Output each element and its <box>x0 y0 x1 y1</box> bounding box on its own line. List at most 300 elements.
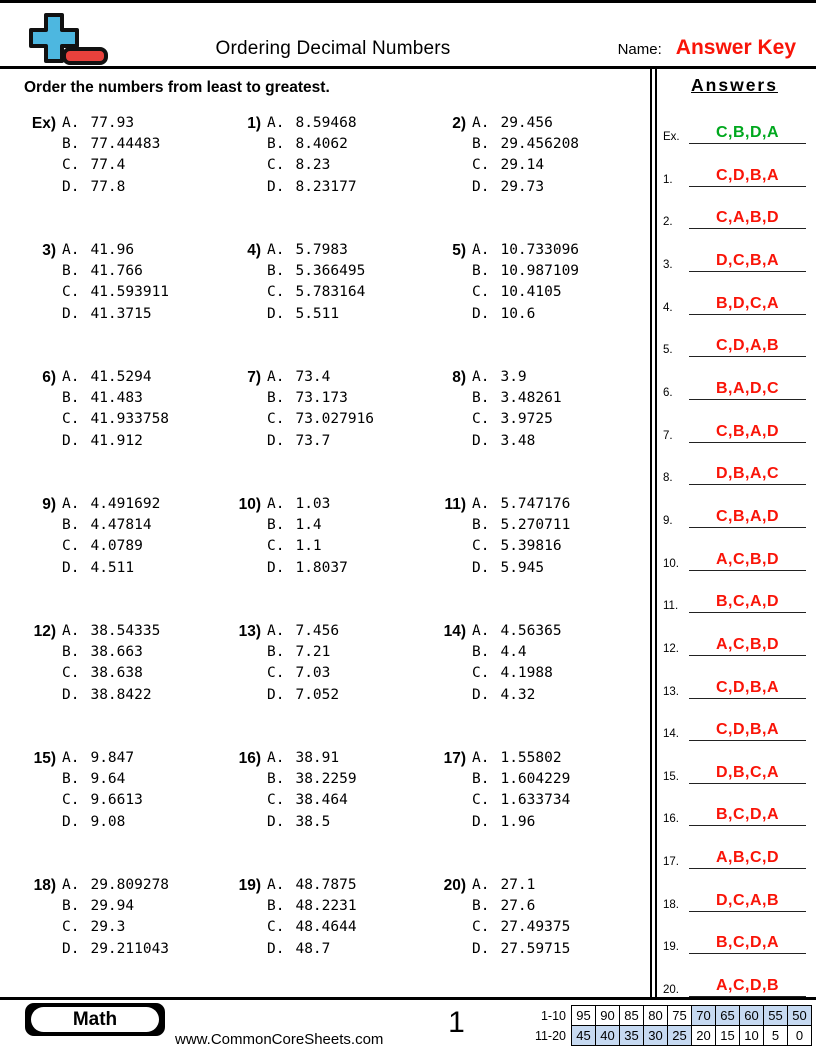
choice-value: 48.2231 <box>295 898 357 915</box>
answer-number: 17. <box>663 856 679 869</box>
score-table-row <box>530 1006 812 1026</box>
answer-number: 13. <box>663 685 679 698</box>
choice-line <box>62 939 169 960</box>
answer-value: D,B,C,A <box>689 764 806 784</box>
choice-letter: A. <box>472 496 490 512</box>
choice-value: 41.483 <box>90 390 143 407</box>
problem-choices <box>62 367 169 452</box>
choice-value: 5.945 <box>500 559 545 576</box>
problem-choices <box>62 621 160 706</box>
answer-row <box>663 315 806 358</box>
problem-choices <box>472 240 579 325</box>
choice-letter: A. <box>472 115 490 131</box>
score-cell: 15 <box>716 1026 740 1046</box>
choice-line <box>267 113 357 134</box>
answer-row <box>663 485 806 528</box>
choice-line <box>267 388 374 409</box>
choice-value: 38.638 <box>90 665 143 682</box>
score-cell: 50 <box>788 1006 812 1026</box>
choice-value: 1.03 <box>295 496 331 512</box>
choice-value: 41.933758 <box>90 411 170 428</box>
problem-number: Ex) <box>31 115 56 132</box>
score-cell: 55 <box>764 1006 788 1026</box>
score-cell: 20 <box>692 1026 716 1046</box>
choice-line <box>472 790 570 811</box>
choice-value: 29.809278 <box>90 877 170 893</box>
choice-letter: D. <box>267 432 285 449</box>
problem-number: 4) <box>247 242 261 259</box>
problem-item <box>227 107 432 234</box>
answer-row <box>663 357 806 400</box>
choice-letter: D. <box>472 686 490 703</box>
choice-line <box>472 685 562 706</box>
answer-value: A,C,B,D <box>689 636 806 656</box>
problem-choices <box>472 113 579 198</box>
choice-line <box>62 769 143 790</box>
choice-value: 10.6 <box>500 305 536 322</box>
answer-value: C,D,A,B <box>689 337 806 357</box>
choice-line <box>62 388 169 409</box>
choice-value: 1.96 <box>500 813 536 830</box>
choice-letter: D. <box>267 940 285 957</box>
choice-letter: B. <box>267 771 285 788</box>
choice-value: 1.55802 <box>500 750 562 766</box>
choice-value: 38.54335 <box>90 623 161 639</box>
content <box>0 69 816 997</box>
answer-row <box>663 528 806 571</box>
answer-row <box>663 912 806 955</box>
choice-line <box>267 875 357 896</box>
choice-value: 9.08 <box>90 813 126 830</box>
choice-letter: C. <box>267 157 285 174</box>
problem-item <box>22 742 227 869</box>
choice-letter: D. <box>62 559 80 576</box>
problem-item <box>432 488 638 615</box>
choice-letter: D. <box>472 940 490 957</box>
problem-item <box>22 615 227 742</box>
choice-line <box>267 261 365 282</box>
choice-letter: B. <box>267 390 285 407</box>
answer-number: 3. <box>663 259 673 272</box>
choice-line <box>267 494 348 515</box>
choice-line <box>267 304 365 325</box>
choice-letter: B. <box>472 898 490 915</box>
choice-value: 1.8037 <box>295 559 348 576</box>
choice-line <box>62 409 169 430</box>
score-row-label: 11-20 <box>534 1028 566 1043</box>
choice-line <box>472 536 570 557</box>
choice-value: 77.44483 <box>90 136 161 153</box>
choice-value: 29.94 <box>90 898 135 915</box>
problem-choices <box>62 113 160 198</box>
answer-row <box>663 144 806 187</box>
choice-letter: B. <box>472 263 490 280</box>
answer-number: Ex. <box>663 131 680 144</box>
choice-letter: C. <box>62 665 80 682</box>
choice-letter: A. <box>62 242 80 258</box>
choice-line <box>62 621 160 642</box>
choice-letter: C. <box>62 411 80 428</box>
answer-value: A,C,B,D <box>689 551 806 571</box>
choice-value: 38.5 <box>295 813 331 830</box>
choice-line <box>472 240 579 261</box>
choice-letter: D. <box>267 559 285 576</box>
problem-number: 7) <box>247 369 261 386</box>
choice-value: 29.73 <box>500 178 545 195</box>
choice-letter: B. <box>472 517 490 534</box>
problem-item <box>22 488 227 615</box>
choice-line <box>267 155 357 176</box>
problem-choices <box>472 494 570 579</box>
answer-value: C,D,B,A <box>689 721 806 741</box>
name-label: Name: <box>617 41 662 58</box>
choice-line <box>267 812 357 833</box>
choice-letter: D. <box>472 305 490 322</box>
choice-line <box>62 685 160 706</box>
choice-letter: A. <box>472 242 490 258</box>
choice-value: 73.173 <box>295 390 348 407</box>
problem-item <box>227 869 432 996</box>
choice-letter: C. <box>472 284 490 301</box>
choice-letter: B. <box>62 898 80 915</box>
answer-row <box>663 699 806 742</box>
choice-value: 3.9 <box>500 369 527 385</box>
problem-number: 19) <box>238 877 261 894</box>
choice-value: 9.6613 <box>90 792 143 809</box>
choice-line <box>62 261 169 282</box>
choice-value: 4.4 <box>500 644 527 661</box>
answer-number: 10. <box>663 557 679 570</box>
choice-line <box>472 304 579 325</box>
choice-line <box>62 642 160 663</box>
choice-letter: D. <box>472 432 490 449</box>
choice-value: 9.847 <box>90 750 135 766</box>
choice-value: 41.5294 <box>90 369 152 385</box>
choice-value: 3.9725 <box>500 411 553 428</box>
answer-number: 1. <box>663 173 673 186</box>
answer-value: D,B,A,C <box>689 465 806 485</box>
choice-letter: A. <box>62 877 80 893</box>
choice-value: 8.23177 <box>295 178 357 195</box>
score-cell: 30 <box>644 1026 668 1046</box>
choice-letter: C. <box>267 919 285 936</box>
problem-choices <box>472 367 562 452</box>
problem-item <box>227 234 432 361</box>
choice-letter: C. <box>267 538 285 555</box>
score-row-label: 1-10 <box>540 1008 566 1023</box>
choice-line <box>472 282 579 303</box>
choice-letter: D. <box>62 432 80 449</box>
website-url: www.CommonCoreSheets.com <box>175 1031 384 1048</box>
choice-letter: A. <box>62 496 80 512</box>
choice-value: 5.747176 <box>500 496 571 512</box>
score-cell: 0 <box>788 1026 812 1046</box>
choice-letter: B. <box>62 136 80 153</box>
choice-letter: B. <box>62 390 80 407</box>
choice-letter: A. <box>267 623 285 639</box>
choice-value: 3.48 <box>500 432 536 449</box>
choice-line <box>472 367 562 388</box>
answer-row <box>663 613 806 656</box>
score-cell: 25 <box>668 1026 692 1046</box>
choice-letter: A. <box>62 115 80 131</box>
choice-letter: B. <box>62 771 80 788</box>
choice-line <box>267 558 348 579</box>
choice-line <box>472 515 570 536</box>
vertical-divider <box>650 69 657 997</box>
choice-letter: C. <box>267 411 285 428</box>
choice-letter: A. <box>472 750 490 766</box>
choice-value: 5.270711 <box>500 517 571 534</box>
choice-value: 29.456 <box>500 115 553 131</box>
choice-line <box>267 642 339 663</box>
problem-choices <box>267 875 357 960</box>
answer-number: 19. <box>663 941 679 954</box>
problem-number: 5) <box>452 242 466 259</box>
answer-row <box>663 229 806 272</box>
problem-choices <box>267 240 365 325</box>
choice-letter: D. <box>62 940 80 957</box>
choice-value: 38.464 <box>295 792 348 809</box>
score-cell: 5 <box>764 1026 788 1046</box>
choice-letter: B. <box>472 771 490 788</box>
choice-line <box>267 536 348 557</box>
choice-line <box>62 875 169 896</box>
choice-letter: C. <box>267 665 285 682</box>
choice-letter: A. <box>267 115 285 131</box>
answers-panel <box>657 69 816 997</box>
choice-value: 10.4105 <box>500 284 562 301</box>
choice-line <box>62 155 160 176</box>
choice-line <box>267 663 339 684</box>
choice-letter: B. <box>62 644 80 661</box>
choice-letter: B. <box>62 263 80 280</box>
problem-item <box>432 742 638 869</box>
choice-value: 77.93 <box>90 115 135 131</box>
choice-value: 29.456208 <box>500 136 580 153</box>
choice-line <box>62 536 160 557</box>
choice-line <box>267 748 357 769</box>
problem-item <box>432 615 638 742</box>
choice-letter: C. <box>472 411 490 428</box>
choice-letter: C. <box>267 792 285 809</box>
choice-letter: C. <box>62 157 80 174</box>
choice-line <box>62 240 169 261</box>
choice-line <box>62 367 169 388</box>
choice-line <box>267 367 374 388</box>
score-cell: 70 <box>692 1006 716 1026</box>
choice-value: 4.511 <box>90 559 135 576</box>
problem-number: 8) <box>452 369 466 386</box>
problem-item <box>227 488 432 615</box>
problem-item <box>432 361 638 488</box>
score-cell: 10 <box>740 1026 764 1046</box>
choice-letter: B. <box>62 517 80 534</box>
answer-number: 5. <box>663 344 673 357</box>
choice-letter: C. <box>62 919 80 936</box>
choice-value: 8.59468 <box>295 115 357 131</box>
choice-line <box>267 939 357 960</box>
problem-choices <box>267 748 357 833</box>
choice-letter: A. <box>267 369 285 385</box>
answer-row <box>663 443 806 486</box>
choice-line <box>472 917 570 938</box>
choice-line <box>267 282 365 303</box>
choice-value: 27.49375 <box>500 919 571 936</box>
choice-value: 27.59715 <box>500 940 571 957</box>
choice-value: 38.663 <box>90 644 143 661</box>
choice-value: 29.211043 <box>90 940 170 957</box>
answer-number: 20. <box>663 984 679 996</box>
choice-value: 4.47814 <box>90 517 152 534</box>
problem-item <box>22 107 227 234</box>
choice-letter: A. <box>472 877 490 893</box>
choice-line <box>62 515 160 536</box>
problems-grid <box>0 107 650 996</box>
choice-letter: C. <box>472 157 490 174</box>
choice-letter: D. <box>267 305 285 322</box>
choice-value: 4.0789 <box>90 538 143 555</box>
choice-line <box>62 494 160 515</box>
choice-value: 29.14 <box>500 157 545 174</box>
choice-line <box>62 917 169 938</box>
header <box>0 3 816 66</box>
score-cell: 40 <box>596 1026 620 1046</box>
choice-line <box>472 558 570 579</box>
choice-letter: C. <box>472 919 490 936</box>
choice-value: 5.39816 <box>500 538 562 555</box>
choice-line <box>472 388 562 409</box>
answer-value: C,D,B,A <box>689 167 806 187</box>
answer-value: C,D,B,A <box>689 679 806 699</box>
choice-line <box>267 621 339 642</box>
choice-letter: B. <box>267 263 285 280</box>
choice-letter: C. <box>472 665 490 682</box>
choice-letter: B. <box>267 517 285 534</box>
choice-line <box>62 896 169 917</box>
instruction-text: Order the numbers from least to greatest. <box>24 79 330 96</box>
choice-line <box>267 917 357 938</box>
answer-value: D,C,A,B <box>689 892 806 912</box>
choice-letter: A. <box>472 369 490 385</box>
choice-value: 8.4062 <box>295 136 348 153</box>
choice-letter: D. <box>472 559 490 576</box>
problem-number: 2) <box>452 115 466 132</box>
score-cell: 95 <box>572 1006 596 1026</box>
choice-letter: C. <box>472 792 490 809</box>
choice-letter: A. <box>472 623 490 639</box>
answer-key-text: Answer Key <box>675 36 796 59</box>
problem-number: 18) <box>33 877 56 894</box>
score-cell: 60 <box>740 1006 764 1026</box>
choice-line <box>267 431 374 452</box>
answer-number: 16. <box>663 813 679 826</box>
problem-choices <box>472 748 570 833</box>
choice-value: 41.96 <box>90 242 135 258</box>
choice-letter: D. <box>472 813 490 830</box>
choice-value: 48.4644 <box>295 919 357 936</box>
choice-value: 1.633734 <box>500 792 571 809</box>
choice-value: 10.987109 <box>500 263 580 280</box>
choice-line <box>267 177 357 198</box>
choice-letter: D. <box>472 178 490 195</box>
answer-number: 14. <box>663 728 679 741</box>
answer-number: 4. <box>663 301 673 314</box>
footer-row <box>0 1000 816 1056</box>
subject-badge <box>25 1003 165 1036</box>
problem-number: 20) <box>443 877 466 894</box>
answer-value: A,B,C,D <box>689 849 806 869</box>
choice-letter: D. <box>62 686 80 703</box>
choice-letter: C. <box>472 538 490 555</box>
answer-number: 12. <box>663 642 679 655</box>
choice-letter: B. <box>267 898 285 915</box>
answer-value: B,C,D,A <box>689 934 806 954</box>
choice-line <box>62 304 169 325</box>
plus-minus-logo-icon <box>18 13 128 65</box>
problem-number: 12) <box>33 623 56 640</box>
problem-item <box>432 107 638 234</box>
choice-letter: D. <box>62 813 80 830</box>
problem-choices <box>267 621 339 706</box>
answer-row <box>663 187 806 230</box>
problem-number: 10) <box>238 496 261 513</box>
choice-letter: C. <box>267 284 285 301</box>
choice-value: 9.64 <box>90 771 126 788</box>
choice-value: 73.027916 <box>295 411 375 428</box>
choice-letter: D. <box>267 813 285 830</box>
answer-number: 9. <box>663 514 673 527</box>
problem-number: 15) <box>33 750 56 767</box>
answer-number: 8. <box>663 472 673 485</box>
choice-line <box>472 113 579 134</box>
answer-value: A,C,D,B <box>689 977 806 997</box>
answer-value: B,C,D,A <box>689 806 806 826</box>
problem-item <box>432 234 638 361</box>
minus-shape <box>64 49 106 63</box>
choice-value: 7.052 <box>295 686 340 703</box>
subject-badge-label: Math <box>31 1007 159 1032</box>
answer-row <box>663 656 806 699</box>
footer <box>0 997 816 1056</box>
choice-value: 7.456 <box>295 623 340 639</box>
choice-value: 77.4 <box>90 157 126 174</box>
choice-value: 27.1 <box>500 877 536 893</box>
choice-value: 38.8422 <box>90 686 152 703</box>
choice-line <box>472 134 579 155</box>
page-title: Ordering Decimal Numbers <box>215 38 451 59</box>
answer-row <box>663 954 806 997</box>
problem-choices <box>267 113 357 198</box>
choice-letter: C. <box>62 792 80 809</box>
choice-letter: B. <box>267 136 285 153</box>
choice-value: 73.4 <box>295 369 331 385</box>
choice-letter: A. <box>267 242 285 258</box>
choice-line <box>472 642 562 663</box>
answer-number: 7. <box>663 429 673 442</box>
problem-item <box>227 615 432 742</box>
choice-line <box>472 431 562 452</box>
choice-line <box>472 896 570 917</box>
score-cell: 35 <box>620 1026 644 1046</box>
choice-value: 4.1988 <box>500 665 553 682</box>
problem-number: 17) <box>443 750 466 767</box>
score-cell: 45 <box>572 1026 596 1046</box>
choice-value: 8.23 <box>295 157 331 174</box>
choice-letter: D. <box>267 686 285 703</box>
choice-letter: A. <box>62 369 80 385</box>
score-cell: 80 <box>644 1006 668 1026</box>
